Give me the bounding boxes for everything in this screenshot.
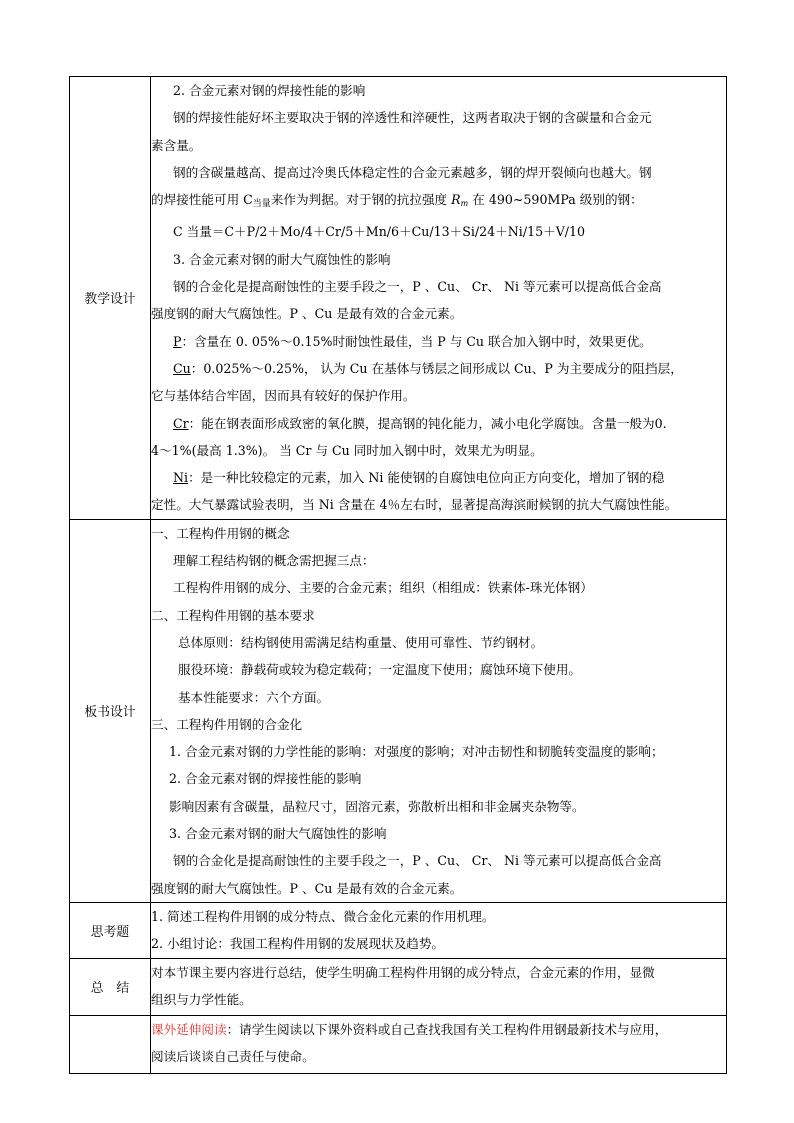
paragraph-welding-1a: 钢的焊接性能好坏主要取决于钢的淬透性和淬硬性，这两者取决于钢的含碳量和合金元 [173, 110, 652, 126]
element-cu-line: Cu：0.025%～0.25%， 认为 Cu 在基体与锈层之间形成以 Cu、P 为主要成分的阻挡层， [173, 360, 683, 376]
summary-text-a: 对本节课主要内容进行总结，使学生明确工程构件用钢的成分特点，合金元素的作用，显微 [151, 964, 655, 980]
board-line: 理解工程结构钢的概念需把握三点： [173, 553, 375, 569]
teaching-design-row [70, 77, 727, 520]
extended-reading-line-a: 课外延伸阅读：请学生阅读以下课外资料或自己查找我国有关工程构件用钢最新技术与应用， [151, 1021, 668, 1037]
question-2: 2. 小组讨论：我国工程构件用钢的发展现状及趋势。 [151, 936, 445, 952]
board-line: 一、工程构件用钢的概念 [151, 525, 290, 541]
board-design-row [70, 519, 727, 902]
symbol-m: m [460, 199, 469, 209]
element-cr-line: Cr：能在钢表面形成致密的氧化膜，提高钢的钝化能力，减小电化学腐蚀。含量一般为0. [173, 415, 667, 431]
teaching-design-label: 教学设计 [70, 77, 151, 520]
board-line: 1. 合金元素对钢的力学性能的影响：对强度的影响；对冲击韧性和韧脆转变温度的影响； [169, 744, 664, 760]
element-cu-line-2: 它与基体结合牢固，因而具有较好的保护作用。 [151, 388, 416, 404]
summary-label: 总 结 [70, 958, 151, 1015]
paragraph-welding-2b: 的焊接性能可用 $C_{当量}$来作为判据。对于钢的抗拉强度 Rm 在 490~590MPa 级别的钢： [151, 192, 643, 210]
summary-content [151, 958, 727, 1015]
extended-reading-highlight: 课外延伸阅读 [151, 1021, 227, 1037]
board-line: 三、工程构件用钢的合金化 [151, 716, 303, 732]
element-p: P [173, 333, 182, 349]
element-ni-line: Ni：是一种比较稳定的元素，加入 Ni 能使钢的自腐蚀电位向正方向变化，增加了钢的稳 [173, 470, 665, 486]
summary-row [70, 958, 727, 1015]
extended-reading-label [70, 1015, 151, 1073]
element-p-line: P：含量在 0. 05%～0.15%时耐蚀性最佳，当 P 与 Cu 联合加入钢中时，效果更优。 [173, 333, 652, 349]
symbol-R: R [451, 192, 461, 208]
questions-label: 思考题 [70, 902, 151, 958]
board-design-label: 板书设计 [70, 519, 151, 902]
board-line: 基本性能要求：六个方面。 [178, 689, 330, 705]
question-1: 1. 简述工程构件用钢的成分特点、微合金化元素的作用机理。 [151, 908, 495, 924]
lesson-plan-table [69, 76, 727, 1074]
summary-text-b: 组织与力学性能。 [151, 991, 252, 1007]
board-line: 钢的合金化是提高耐蚀性的主要手段之一，P 、Cu、 Cr、 Ni 等元素可以提高低合金高 [173, 853, 662, 869]
board-line: 总体原则：结构钢使用需满足结构重量、使用可靠性、节约钢材。 [178, 634, 544, 650]
element-ni-line-2: 定性。大气暴露试验表明，当 Ni 含量在 4％左右时，显著提高海滨耐候钢的抗大气腐蚀性能。 [151, 497, 678, 513]
extended-reading-row [70, 1015, 727, 1073]
extended-reading-line-b: 阅读后谈谈自己责任与使命。 [151, 1048, 315, 1064]
element-cr-line-2: 4～1%(最高 1.3%)。 当 Cr 与 Cu 同时加入钢中时，效果尤为明显。 [151, 442, 543, 458]
board-line: 二、工程构件用钢的基本要求 [151, 607, 315, 623]
teaching-design-content [151, 77, 727, 520]
paragraph-corrosion-b: 强度钢的耐大气腐蚀性。P 、Cu 是最有效的合金元素。 [151, 306, 463, 322]
heading-corrosion: 3. 合金元素对钢的耐大气腐蚀性的影响 [173, 251, 391, 267]
element-cu: Cu [173, 360, 191, 376]
element-ni: Ni [173, 470, 189, 486]
extended-reading-content [151, 1015, 727, 1073]
board-line: 工程构件用钢的成分、主要的合金元素；组织（相组成：铁素体-珠光体钢） [173, 580, 593, 596]
carbon-equivalent-formula: C 当量＝C＋P/2＋Mo/4＋Cr/5＋Mn/6＋Cu/13＋Si/24＋Ni/15＋V/10 [173, 224, 586, 240]
heading-welding: 2. 合金元素对钢的焊接性能的影响 [173, 83, 366, 98]
board-line: 强度钢的耐大气腐蚀性。P 、Cu 是最有效的合金元素。 [151, 880, 463, 896]
paragraph-welding-2a: 钢的含碳量越高、提高过冷奥氏体稳定性的合金元素越多，钢的焊开裂倾向也越大。钢 [173, 164, 652, 180]
paragraph-welding-1b: 素含量。 [151, 137, 202, 153]
board-design-content [151, 519, 727, 902]
questions-content [151, 902, 727, 958]
board-line: 服役环境：静载荷或较为稳定载荷；一定温度下使用；腐蚀环境下使用。 [178, 662, 581, 678]
subscript-equivalent: 当量 [252, 199, 271, 210]
board-line: 2. 合金元素对钢的焊接性能的影响 [169, 771, 362, 787]
board-line: 3. 合金元素对钢的耐大气腐蚀性的影响 [169, 826, 387, 842]
element-cr: Cr [173, 415, 189, 431]
questions-row [70, 902, 727, 958]
paragraph-corrosion-a: 钢的合金化是提高耐蚀性的主要手段之一，P 、Cu、 Cr、 Ni 等元素可以提高低合金高 [173, 279, 662, 295]
board-line: 影响因素有含碳量，晶粒尺寸，固溶元素，弥散析出相和非金属夹杂物等。 [169, 798, 585, 814]
